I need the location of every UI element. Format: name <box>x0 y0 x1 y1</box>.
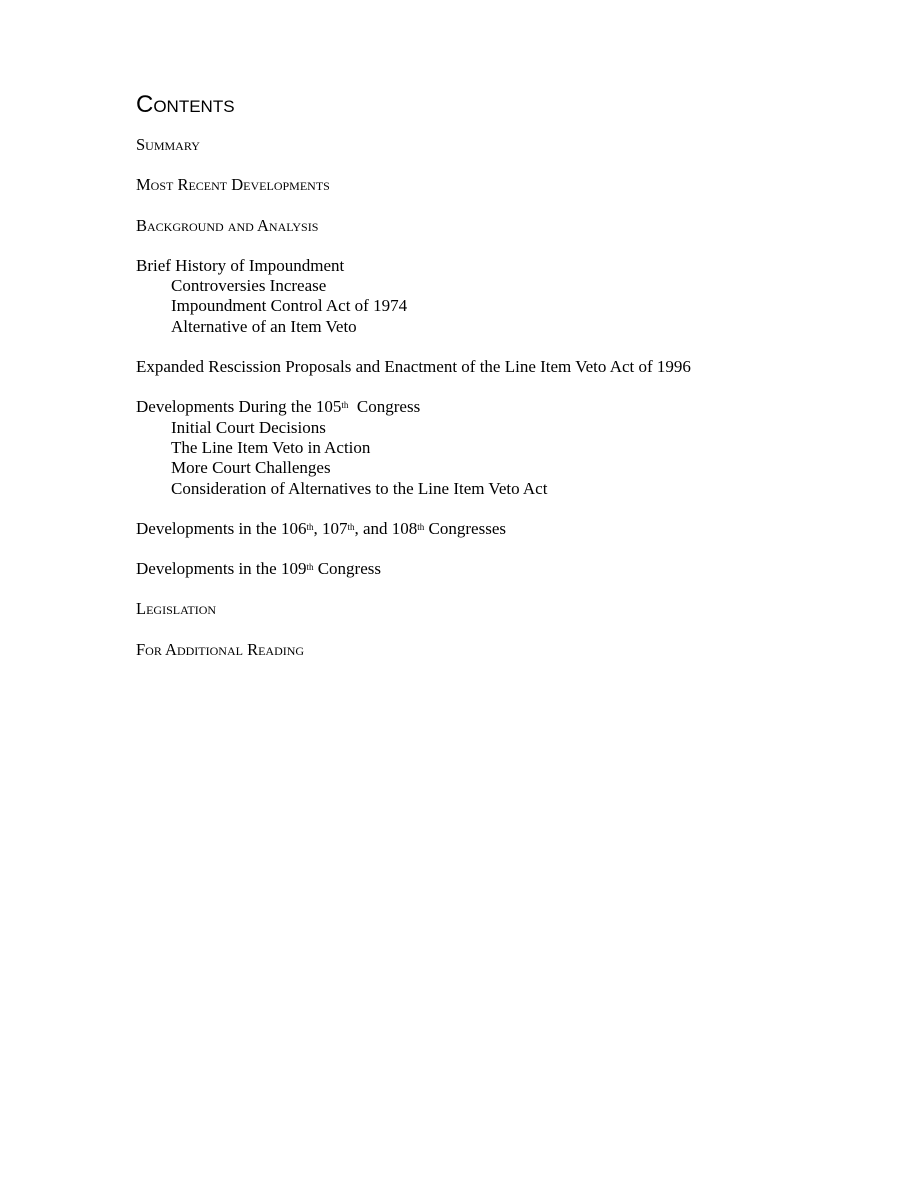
toc-entry-developments-109th <box>136 559 876 579</box>
toc-group-background <box>136 216 876 236</box>
toc-text: Developments in the 106 <box>136 518 307 538</box>
toc-group-reading <box>136 640 876 660</box>
toc-entry-legislation: Legislation <box>136 599 217 619</box>
superscript: th <box>306 562 314 573</box>
toc-subentry-consideration-of-alternatives: Consideration of Alternatives to the Line Item Veto Act <box>171 478 548 498</box>
toc-subentry-veto-in-action: The Line Item Veto in Action <box>171 437 371 457</box>
toc-text: , 107 <box>313 518 348 538</box>
toc-entry-developments-106th-108th <box>136 519 876 539</box>
toc-subentry-impoundment-control-act: Impoundment Control Act of 1974 <box>171 296 408 316</box>
toc-group-expanded <box>136 357 876 377</box>
toc-text: Developments in the 109 <box>136 559 307 579</box>
toc-entry-brief-history: Brief History of Impoundment <box>136 255 345 275</box>
toc-text: Congress <box>313 559 381 579</box>
toc-entry-summary: Summary <box>136 135 200 154</box>
superscript: th <box>306 521 314 532</box>
table-of-contents <box>136 88 876 680</box>
contents-heading: Contents <box>136 91 235 118</box>
toc-group-recent <box>136 175 876 195</box>
toc-group-109th <box>136 559 876 579</box>
toc-entry-developments-105th <box>136 397 876 417</box>
toc-text: , and 108 <box>354 518 418 538</box>
superscript: th <box>341 400 349 411</box>
toc-subentry-initial-court-decisions: Initial Court Decisions <box>171 417 326 437</box>
superscript: th <box>347 521 355 532</box>
toc-subentry-controversies: Controversies Increase <box>171 276 327 296</box>
toc-subentry-alternative-item-veto: Alternative of an Item Veto <box>171 316 357 336</box>
toc-entry-expanded-rescission: Expanded Rescission Proposals and Enactment of the Line Item Veto Act of 1996 <box>136 357 691 377</box>
toc-group-legislation <box>136 599 876 619</box>
toc-group-history <box>136 256 876 337</box>
toc-group-105th <box>136 397 876 498</box>
toc-entry-background-and-analysis: Background and Analysis <box>136 215 319 235</box>
toc-text: Developments During the 105 <box>136 397 342 417</box>
superscript: th <box>417 521 425 532</box>
toc-group-106th <box>136 519 876 539</box>
toc-text: Congress <box>348 397 421 417</box>
toc-subentry-more-court-challenges: More Court Challenges <box>171 458 331 478</box>
toc-text: Congresses <box>424 518 506 538</box>
toc-entry-most-recent-developments: Most Recent Developments <box>136 175 330 195</box>
toc-group-summary <box>136 135 876 155</box>
toc-entry-additional-reading: For Additional Reading <box>136 639 305 659</box>
